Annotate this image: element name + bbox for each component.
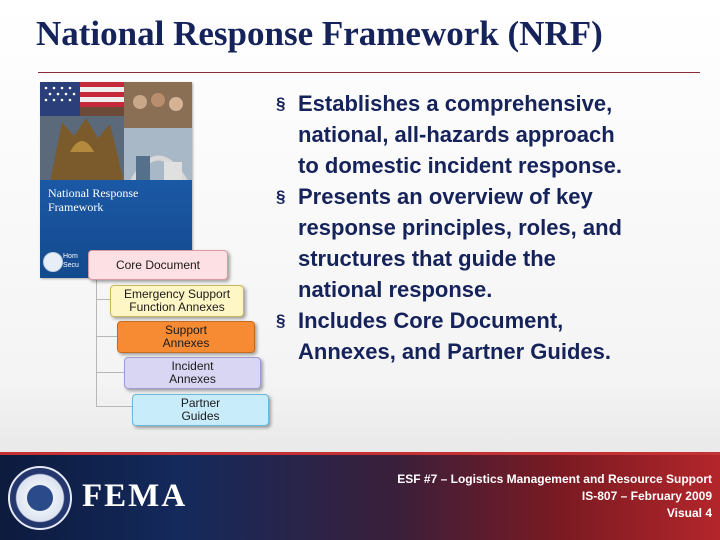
cover-title	[48, 186, 188, 214]
bullet-1-line1: Establishes a comprehensive,	[298, 91, 613, 116]
footer-course-title: ESF #7 – Logistics Management and Resource Support	[397, 472, 712, 486]
tree-connector-h2	[96, 336, 117, 337]
cover-dhs-text	[63, 252, 79, 270]
slide-title: National Response Framework (NRF)	[36, 14, 603, 53]
tree-connector-h3	[96, 372, 124, 373]
footer-course-info	[292, 471, 712, 522]
tree-connector-h4	[96, 406, 132, 407]
bullet-item	[276, 181, 696, 305]
core-document-label: Core Document	[115, 257, 201, 272]
tree-connector-h1	[96, 299, 110, 300]
bullet-2-line1: Presents an overview of key	[298, 184, 593, 209]
partner-guides-label-line2: Guides	[181, 409, 220, 423]
esf-annexes-box	[110, 285, 244, 317]
partner-guides-box	[132, 394, 269, 426]
nrf-cover-image	[40, 82, 192, 278]
bullet-2-line2: response principles, roles, and	[298, 215, 622, 240]
bullet-2-line3: structures that guide the	[298, 246, 556, 271]
esf-annexes-label-line1: Emergency Support	[123, 287, 231, 301]
dhs-seal-icon	[43, 252, 63, 272]
fema-logo: FEMA	[82, 478, 188, 514]
footer-course-id: IS-807 – February 2009	[581, 489, 712, 503]
bullet-3-line1: Includes Core Document,	[298, 308, 564, 333]
cover-title-line2: Framework	[48, 200, 104, 214]
bullet-1-line2: national, all-hazards approach	[298, 122, 615, 147]
footer-visual-number: Visual 4	[666, 506, 712, 520]
partner-guides-label-line1: Partner	[180, 396, 221, 410]
cover-title-line1: National Response	[48, 186, 139, 200]
cover-photo-collage	[40, 82, 192, 182]
cover-dhs-line1: Hom	[63, 253, 78, 260]
seal-eagle-icon	[27, 485, 53, 511]
footer-top-stripe	[0, 452, 720, 455]
incident-annexes-label-line2: Annexes	[169, 372, 216, 386]
support-annexes-label-line2: Annexes	[162, 336, 210, 350]
cover-dhs-line2: Secu	[63, 262, 79, 269]
bullet-1-line3: to domestic incident response.	[298, 153, 622, 178]
bullet-item	[276, 88, 696, 181]
bullet-item	[276, 305, 696, 367]
bullet-3-line2: Annexes, and Partner Guides.	[298, 339, 611, 364]
incident-annexes-label-line1: Incident	[171, 359, 214, 373]
bullet-list	[276, 88, 696, 367]
incident-annexes-box	[124, 357, 261, 389]
core-document-box	[88, 250, 228, 280]
bullet-marker-icon: §	[276, 187, 286, 206]
esf-annexes-label-line2: Function Annexes	[129, 300, 225, 314]
bullet-2-line4: national response.	[298, 277, 493, 302]
bullet-marker-icon: §	[276, 311, 286, 330]
support-annexes-box	[117, 321, 255, 353]
dhs-seal-icon	[8, 466, 72, 530]
title-divider	[38, 72, 700, 73]
support-annexes-label-line1: Support	[164, 323, 207, 337]
bullet-marker-icon: §	[276, 94, 286, 113]
